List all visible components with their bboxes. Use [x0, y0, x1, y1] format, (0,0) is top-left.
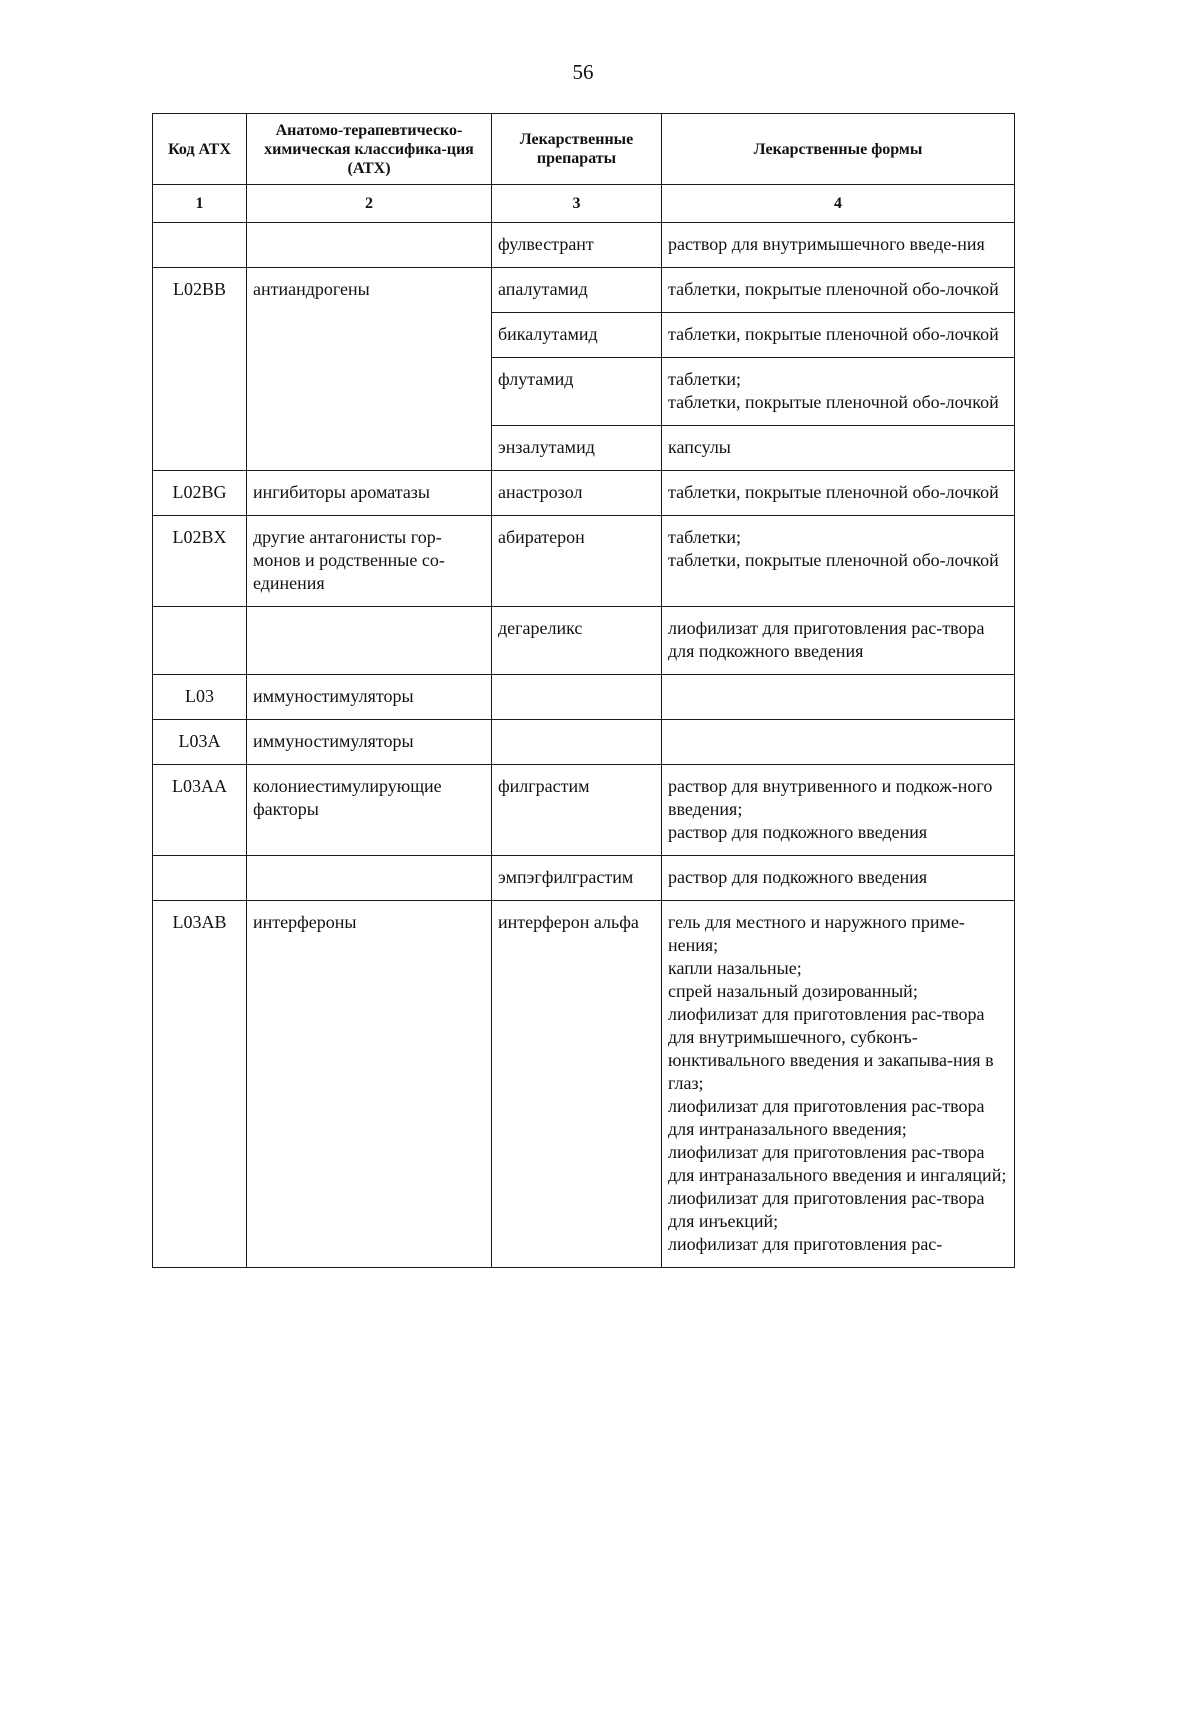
form-line: лиофилизат для приготовления рас-	[668, 1234, 943, 1254]
header-forms: Лекарственные формы	[662, 114, 1015, 185]
classification-cell: другие антагонисты гор-монов и родственные со-единения	[247, 516, 492, 607]
form-line: раствор для внутримышечного введе-ния	[668, 234, 985, 254]
form-line: лиофилизат для приготовления рас-твора для инъекций;	[668, 1188, 985, 1231]
header-drugs: Лекарственные препараты	[492, 114, 662, 185]
form-line: таблетки, покрытые пленочной обо-лочкой	[668, 324, 999, 344]
atx-code-cell: L02BX	[153, 516, 247, 607]
forms-cell	[662, 313, 1015, 358]
classification-cell	[247, 607, 492, 675]
forms-cell	[662, 675, 1015, 720]
drug-cell: интерферон альфа	[492, 901, 662, 1268]
form-line: раствор для подкожного введения	[668, 867, 928, 887]
table-body	[153, 223, 1015, 1268]
forms-cell	[662, 901, 1015, 1268]
atx-code-cell: L03	[153, 675, 247, 720]
drug-cell: апалутамид	[492, 268, 662, 313]
form-line: таблетки, покрытые пленочной обо-лочкой	[668, 392, 999, 412]
drug-cell: эмпэгфилграстим	[492, 856, 662, 901]
atx-code-cell	[153, 856, 247, 901]
form-line: капсулы	[668, 437, 731, 457]
classification-cell: иммуностимуляторы	[247, 675, 492, 720]
form-line: таблетки;	[668, 369, 742, 389]
classification-cell	[247, 856, 492, 901]
drug-cell: анастрозол	[492, 471, 662, 516]
form-line: лиофилизат для приготовления рас-твора для подкожного введения	[668, 618, 985, 661]
drug-cell: флутамид	[492, 358, 662, 426]
drug-cell: филграстим	[492, 765, 662, 856]
column-number: 1	[153, 185, 247, 223]
classification-cell: колониестимулирующие факторы	[247, 765, 492, 856]
form-line: лиофилизат для приготовления рас-твора для внутримышечного, субконъ-юнктивального введения и закапыва-ния в глаз;	[668, 1004, 994, 1093]
forms-cell	[662, 856, 1015, 901]
drug-cell: абиратерон	[492, 516, 662, 607]
header-classification: Анатомо-терапевтическо-химическая классифика-ция (АТХ)	[247, 114, 492, 185]
form-line: лиофилизат для приготовления рас-твора для интраназального введения и ингаляций;	[668, 1142, 1007, 1185]
forms-cell	[662, 426, 1015, 471]
atx-code-cell: L02BB	[153, 268, 247, 471]
forms-cell	[662, 720, 1015, 765]
forms-cell	[662, 268, 1015, 313]
forms-cell	[662, 765, 1015, 856]
drug-cell	[492, 720, 662, 765]
form-line: лиофилизат для приготовления рас-твора для интраназального введения;	[668, 1096, 985, 1139]
classification-cell: интерфероны	[247, 901, 492, 1268]
atx-code-cell	[153, 607, 247, 675]
atx-code-cell: L03AB	[153, 901, 247, 1268]
atx-code-cell	[153, 223, 247, 268]
forms-cell	[662, 223, 1015, 268]
classification-cell: иммуностимуляторы	[247, 720, 492, 765]
atx-code-cell: L02BG	[153, 471, 247, 516]
forms-cell	[662, 607, 1015, 675]
table-row	[153, 516, 1015, 607]
column-number: 4	[662, 185, 1015, 223]
page-number: 56	[572, 60, 594, 84]
table-row	[153, 856, 1015, 901]
classification-cell: антиандрогены	[247, 268, 492, 471]
header-code: Код АТХ	[153, 114, 247, 185]
classification-cell: ингибиторы ароматазы	[247, 471, 492, 516]
form-line: раствор для подкожного введения	[668, 822, 928, 842]
classification-cell	[247, 223, 492, 268]
forms-cell	[662, 358, 1015, 426]
form-line: раствор для внутривенного и подкож-ного введения;	[668, 776, 993, 819]
atx-table	[152, 113, 1015, 1268]
table-row	[153, 268, 1015, 313]
atx-code-cell: L03AA	[153, 765, 247, 856]
column-number: 2	[247, 185, 492, 223]
table-row	[153, 675, 1015, 720]
table-row	[153, 765, 1015, 856]
form-line: таблетки, покрытые пленочной обо-лочкой	[668, 550, 999, 570]
column-number-row	[153, 185, 1015, 223]
table-row	[153, 607, 1015, 675]
form-line: таблетки, покрытые пленочной обо-лочкой	[668, 279, 999, 299]
form-line: спрей назальный дозированный;	[668, 981, 918, 1001]
table-row	[153, 901, 1015, 1268]
form-line: таблетки;	[668, 527, 742, 547]
column-number: 3	[492, 185, 662, 223]
drug-cell: дегареликс	[492, 607, 662, 675]
table-row	[153, 720, 1015, 765]
drug-cell	[492, 675, 662, 720]
drug-cell: фулвестрант	[492, 223, 662, 268]
forms-cell	[662, 516, 1015, 607]
table-row	[153, 223, 1015, 268]
table-row	[153, 471, 1015, 516]
forms-cell	[662, 471, 1015, 516]
drug-cell: энзалутамид	[492, 426, 662, 471]
atx-code-cell: L03A	[153, 720, 247, 765]
drug-cell: бикалутамид	[492, 313, 662, 358]
form-line: капли назальные;	[668, 958, 802, 978]
form-line: таблетки, покрытые пленочной обо-лочкой	[668, 482, 999, 502]
header-row	[153, 114, 1015, 185]
form-line: гель для местного и наружного приме-нения;	[668, 912, 965, 955]
